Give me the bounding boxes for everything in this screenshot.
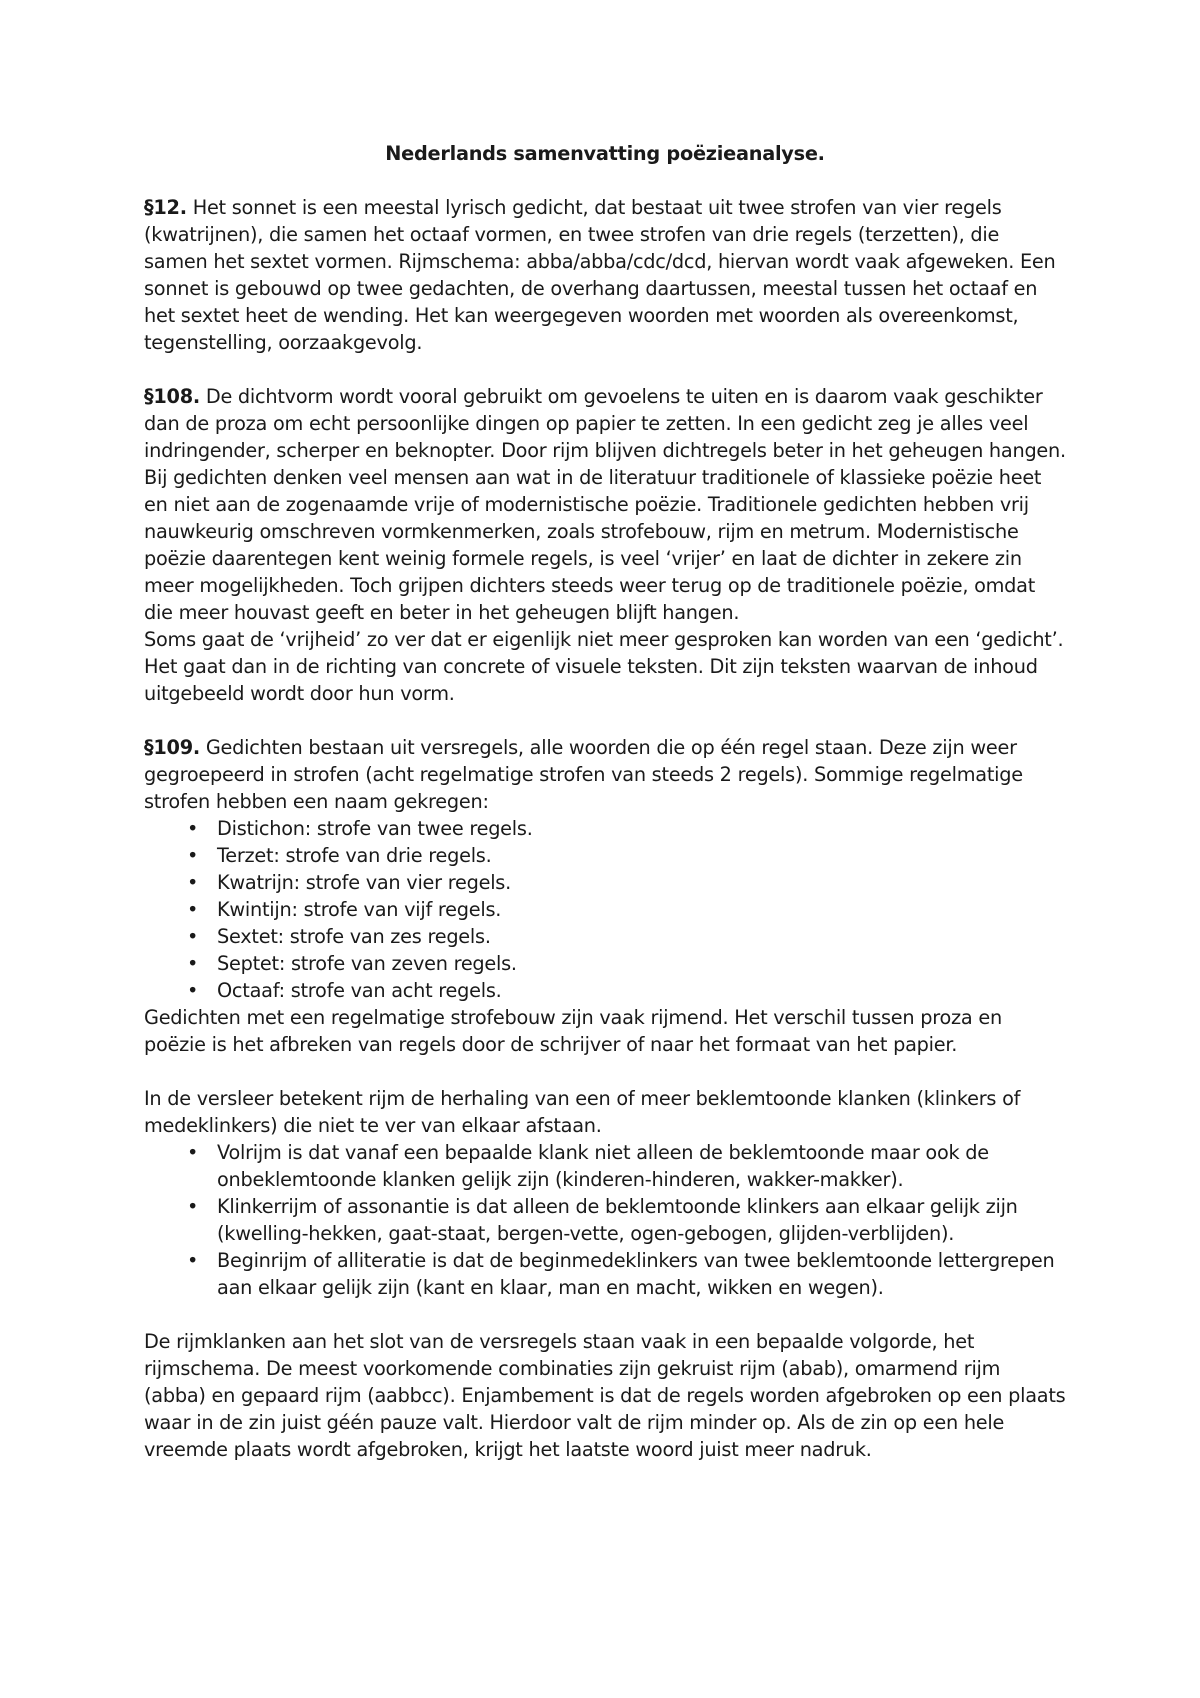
list-item: • Klinkerrijm of assonantie is dat alleen de beklemtoonde klinkers aan elkaar gelijk zijn (kwelling-hekken, gaat-staat, bergen-vette, ogen-gebogen, glijden-verblijden). (144, 1193, 1066, 1247)
list-item: • Volrijm is dat vanaf een bepaalde klank niet alleen de beklemtoonde maar ook de onbeklemtoonde klanken gelijk zijn (kinderen-hinderen, wakker-makker). (144, 1139, 1066, 1193)
paragraph-spacer (144, 1058, 1066, 1085)
paragraph-section-109-after: Gedichten met een regelmatige strofebouw zijn vaak rijmend. Het verschil tussen proza en poëzie is het afbreken van regels door de schrijver of naar het formaat van het papier. (144, 1006, 1002, 1056)
list-item: • Kwintijn: strofe van vijf regels. (144, 896, 1066, 923)
section-label: §12. (144, 196, 187, 219)
section-text: Gedichten bestaan uit versregels, alle woorden die op één regel staan. Deze zijn weer gegroepeerd in strofen (acht regelmatige strofen van steeds 2 regels). Sommige regelmatige strofen hebben een naam gekregen: (144, 736, 1023, 813)
paragraph-section-109 (144, 734, 1066, 815)
section-label: §108. (144, 385, 200, 408)
paragraph-rhyme-intro: In de versleer betekent rijm de herhaling van een of meer beklemtoonde klanken (klinkers of medeklinkers) die niet te ver van elkaar afstaan. (144, 1087, 1021, 1137)
list-item: • Beginrijm of alliteratie is dat de beginmedeklinkers van twee beklemtoonde lettergrepen aan elkaar gelijk zijn (kant en klaar, man en macht, wikken en wegen). (144, 1247, 1066, 1301)
list-item: • Sextet: strofe van zes regels. (144, 923, 1066, 950)
list-item: • Terzet: strofe van drie regels. (144, 842, 1066, 869)
document-body (144, 140, 1066, 1463)
paragraph-spacer (144, 707, 1066, 734)
strophe-types-list (144, 815, 1066, 1004)
list-item: • Distichon: strofe van twee regels. (144, 815, 1066, 842)
paragraph-spacer (144, 1301, 1066, 1328)
paragraph-closing: De rijmklanken aan het slot van de versregels staan vaak in een bepaalde volgorde, het rijmschema. De meest voorkomende combinaties zijn gekruist rijm (abab), omarmend rijm (abba) en gepaard rijm (aabbcc). Enjambement is dat de regels worden afgebroken op een plaats waar in de zin juist géén pauze valt. Hierdoor valt de rijm minder op. Als de zin op een hele vreemde plaats wordt afgebroken, krijgt het laatste woord juist meer nadruk. (144, 1330, 1066, 1461)
paragraph-section-108 (144, 383, 1066, 626)
document-title: Nederlands samenvatting poëzieanalyse. (385, 142, 825, 165)
section-text: De dichtvorm wordt vooral gebruikt om gevoelens te uiten en is daarom vaak geschikter dan de proza om echt persoonlijke dingen op papier te zetten. In een gedicht zeg je alles veel indringender, scherper en beknopter. Door rijm blijven dichtregels beter in het geheugen hangen. Bij gedichten denken veel mensen aan wat in de literatuur traditionele of klassieke poëzie heet en niet aan de zogenaamde vrije of modernistische poëzie. Traditionele gedichten hebben vrij nauwkeurig omschreven vormkenmerken, zoals strofebouw, rijm en metrum. Modernistische poëzie daarentegen kent weinig formele regels, is veel ‘vrijer’ en laat de dichter in zekere zin meer mogelijkheden. Toch grijpen dichters steeds weer terug op de traditionele poëzie, omdat die meer houvast geeft en beter in het geheugen blijft hangen. (144, 385, 1066, 624)
paragraph-spacer (144, 356, 1066, 383)
list-item: • Kwatrijn: strofe van vier regels. (144, 869, 1066, 896)
list-item: • Octaaf: strofe van acht regels. (144, 977, 1066, 1004)
rhyme-types-list (144, 1139, 1066, 1301)
section-label: §109. (144, 736, 200, 759)
section-text: Het sonnet is een meestal lyrisch gedicht, dat bestaat uit twee strofen van vier regels (kwatrijnen), die samen het octaaf vormen, en twee strofen van drie regels (terzetten), die samen het sextet vormen. Rijmschema: abba/abba/cdc/dcd, hiervan wordt vaak afgeweken. Een sonnet is gebouwd op twee gedachten, de overhang daartussen, meestal tussen het octaaf en het sextet heet de wending. Het kan weergegeven woorden met woorden als overeenkomst, tegenstelling, oorzaakgevolg. (144, 196, 1056, 354)
paragraph-section-108-continued: Soms gaat de ‘vrijheid’ zo ver dat er eigenlijk niet meer gesproken kan worden van een ‘gedicht’. Het gaat dan in de richting van concrete of visuele teksten. Dit zijn teksten waarvan de inhoud uitgebeeld wordt door hun vorm. (144, 628, 1064, 705)
list-item: • Septet: strofe van zeven regels. (144, 950, 1066, 977)
paragraph-section-12 (144, 194, 1066, 356)
